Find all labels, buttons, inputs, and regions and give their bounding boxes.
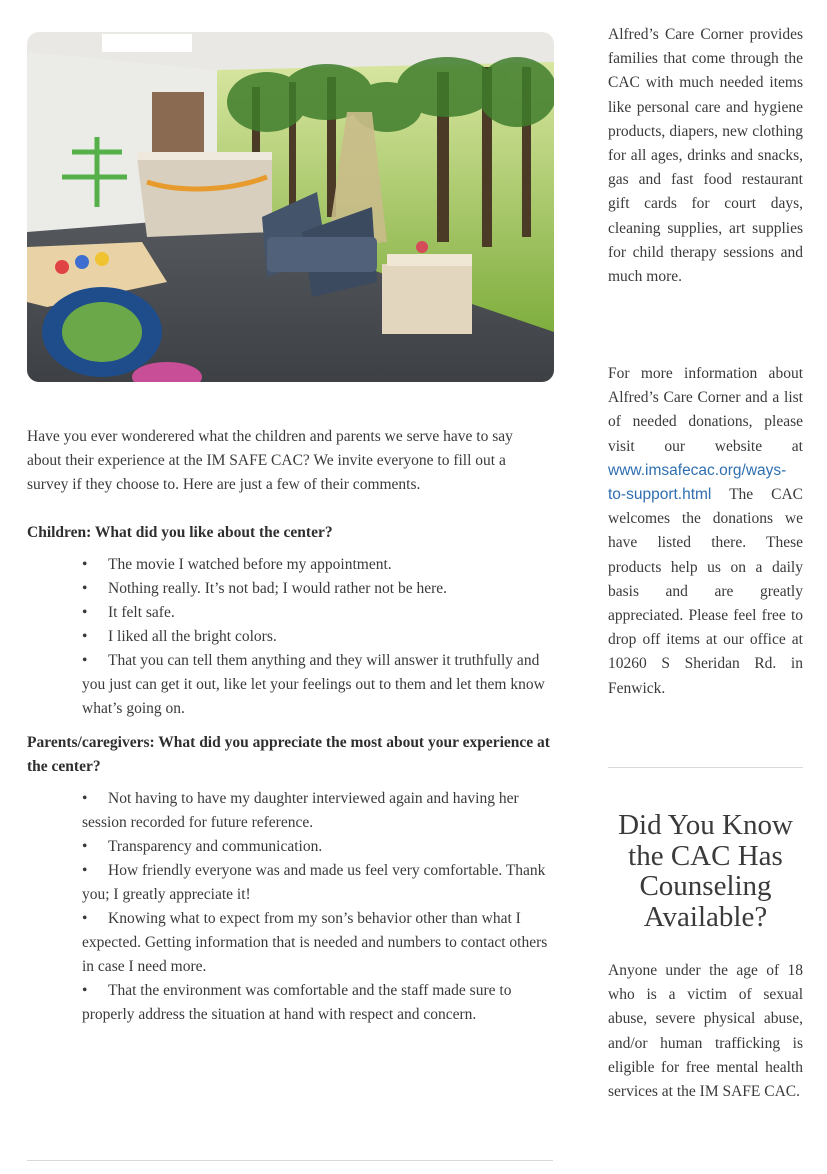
more-info-before: For more information about Alfred’s Care Corner and a list of needed donations, please visit our website at bbox=[608, 365, 803, 455]
answer-text: Nothing really. It’s not bad; I would rather not be here. bbox=[108, 580, 448, 597]
parents-question: Parents/caregivers: What did you appreciate the most about your experience at the center? bbox=[27, 734, 550, 775]
more-info-text bbox=[608, 362, 803, 701]
bullet-icon: • bbox=[82, 580, 88, 597]
list-item bbox=[82, 907, 551, 979]
care-corner-paragraph bbox=[608, 23, 803, 289]
more-info-paragraph bbox=[608, 362, 803, 701]
bullet-icon: • bbox=[82, 556, 88, 573]
waiting-room-photo bbox=[27, 32, 554, 382]
list-item bbox=[82, 859, 551, 907]
children-answers-list bbox=[27, 553, 551, 721]
website-link[interactable]: www.imsafecac.org/ways-to-support.html bbox=[608, 461, 787, 504]
list-item bbox=[82, 625, 551, 649]
care-corner-text: Alfred’s Care Corner provides families that come through the CAC with much needed items like personal care and hygiene products, diapers, new clothing for all ages, drinks and snacks, gas and fast food restaurant gift cards for court days, cleaning supplies, art supplies for child therapy sessions and much more. bbox=[608, 26, 803, 286]
intro-paragraph: Have you ever wonderered what the children and parents we serve have to say about their experience at the IM SAFE CAC? We invite everyone to fill out a survey if they choose to. Here are just a few of their comments. bbox=[27, 428, 513, 493]
bullet-icon: • bbox=[82, 628, 88, 645]
bullet-icon: • bbox=[82, 838, 88, 855]
answer-text: That you can tell them anything and they will answer it truthfully and you just can get it out, like let your feelings out to them and let them know what’s going on. bbox=[82, 652, 545, 717]
more-info-after: The CAC welcomes the donations we have listed there. These products help us on a daily basis and are greatly appreciated. Please feel free to drop off items at our office at 10260 S Sheridan Rd. in Fenwick. bbox=[608, 486, 803, 697]
bullet-icon: • bbox=[82, 790, 88, 807]
bottom-divider bbox=[27, 1160, 553, 1161]
bullet-icon: • bbox=[82, 910, 88, 927]
bullet-icon: • bbox=[82, 604, 88, 621]
counseling-text: Anyone under the age of 18 who is a victim of sexual abuse, severe physical abuse, and/or human trafficking is eligible for free mental health services at the IM SAFE CAC. bbox=[608, 962, 803, 1101]
list-item bbox=[82, 577, 551, 601]
list-item bbox=[82, 601, 551, 625]
answer-text: The movie I watched before my appointment. bbox=[108, 556, 392, 573]
answer-text: Not having to have my daughter interviewed again and having her session recorded for future reference. bbox=[82, 790, 519, 831]
sidebar-divider bbox=[608, 767, 803, 768]
list-item bbox=[82, 649, 551, 721]
answer-text: It felt safe. bbox=[108, 604, 175, 621]
list-item bbox=[82, 553, 551, 577]
children-question: Children: What did you like about the center? bbox=[27, 524, 333, 541]
bullet-icon: • bbox=[82, 862, 88, 879]
bullet-icon: • bbox=[82, 982, 88, 999]
counseling-paragraph bbox=[608, 959, 803, 1104]
answer-text: Knowing what to expect from my son’s behavior other than what I expected. Getting information that is needed and numbers to contact others in case I need more. bbox=[82, 910, 548, 975]
answer-text: I liked all the bright colors. bbox=[108, 628, 277, 645]
list-item bbox=[82, 787, 551, 835]
list-item bbox=[82, 979, 551, 1027]
answer-text: Transparency and communication. bbox=[108, 838, 323, 855]
answer-text: How friendly everyone was and made us feel very comfortable. Thank you; I greatly appreciate it! bbox=[82, 862, 546, 903]
bullet-icon: • bbox=[82, 652, 88, 669]
waiting-room-image bbox=[27, 32, 554, 382]
counseling-heading: Did You Know the CAC Has Counseling Available? bbox=[618, 809, 793, 933]
answer-text: That the environment was comfortable and the staff made sure to properly address the situation at hand with respect and concern. bbox=[82, 982, 512, 1023]
list-item bbox=[82, 835, 551, 859]
parents-answers-list bbox=[27, 787, 551, 1027]
main-content bbox=[27, 425, 551, 1037]
